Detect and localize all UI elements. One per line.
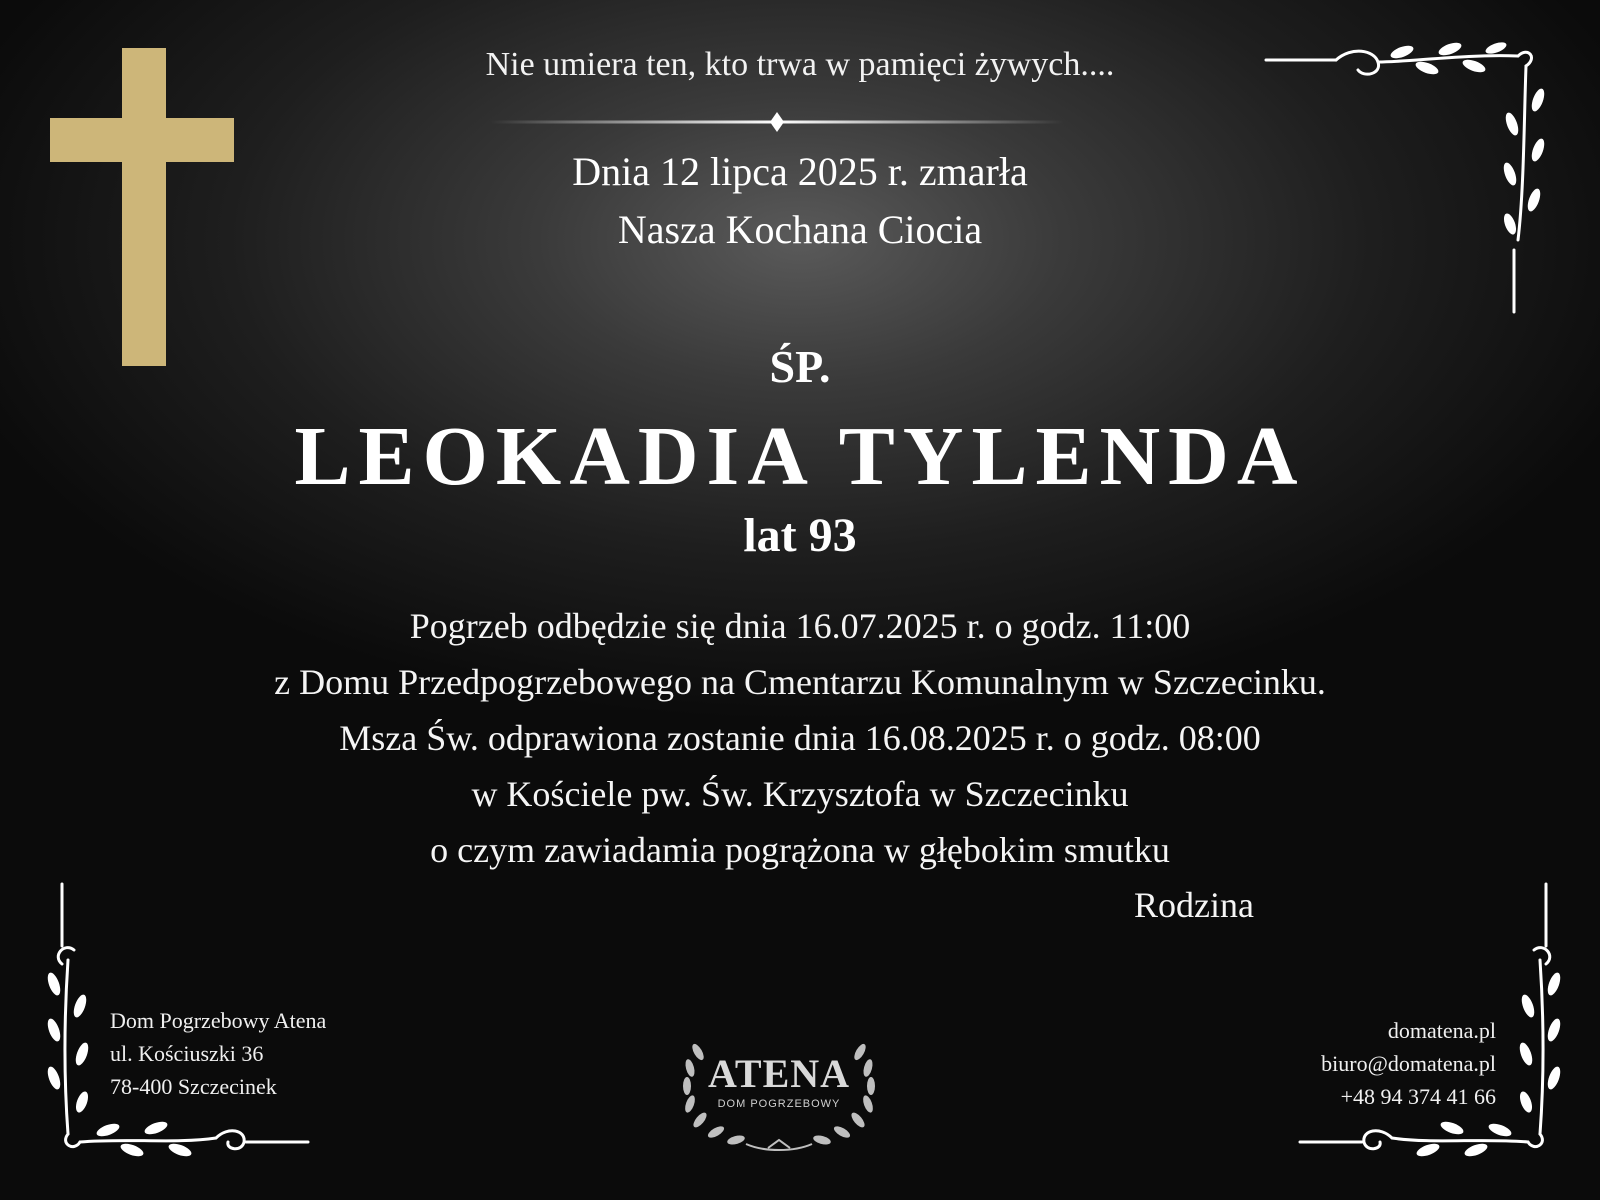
email-link[interactable]: biuro@domatena.pl: [1321, 1051, 1496, 1076]
announcement-line: Msza Św. odprawiona zostanie dnia 16.08.2025 r. o godz. 08:00: [339, 718, 1261, 758]
announcement-line: w Kościele pw. Św. Krzysztofa w Szczecinku: [471, 774, 1129, 814]
divider-ornament: [490, 110, 1064, 134]
deceased-name: LEOKADIA TYLENDA: [294, 410, 1306, 503]
honorific-prefix: ŚP.: [769, 341, 831, 392]
address-line: ul. Kościuszki 36: [110, 1041, 264, 1066]
address-line: 78-400 Szczecinek: [110, 1074, 277, 1099]
relation-line: Nasza Kochana Ciocia: [617, 207, 983, 252]
announcement-line: o czym zawiadamia pogrążona w głębokim smutku: [430, 830, 1170, 870]
atena-logo: [676, 1032, 882, 1154]
funeral-home-address: [110, 1004, 326, 1103]
address-line: Dom Pogrzebowy Atena: [110, 1008, 327, 1033]
phone-number: +48 94 374 41 66: [1340, 1084, 1496, 1109]
logo-wordmark: ATENA: [707, 1051, 851, 1096]
logo-tagline: DOM POGRZEBOWY: [717, 1098, 841, 1110]
funeral-home-contact: [1321, 1014, 1496, 1113]
memorial-quote: Nie umiera ten, kto trwa w pamięci żywych....: [485, 46, 1115, 83]
announcement-line: z Domu Przedpogrzebowego na Cmentarzu Komunalnym w Szczecinku.: [274, 662, 1326, 702]
announcement-line: Pogrzeb odbędzie się dnia 16.07.2025 r. o godz. 11:00: [409, 606, 1191, 646]
death-date-line: Dnia 12 lipca 2025 r. zmarła: [572, 149, 1028, 194]
family-signature: Rodzina: [1134, 885, 1254, 925]
website-link[interactable]: domatena.pl: [1387, 1018, 1496, 1043]
deceased-age: lat 93: [743, 509, 857, 562]
funeral-announcement: [0, 598, 1600, 878]
